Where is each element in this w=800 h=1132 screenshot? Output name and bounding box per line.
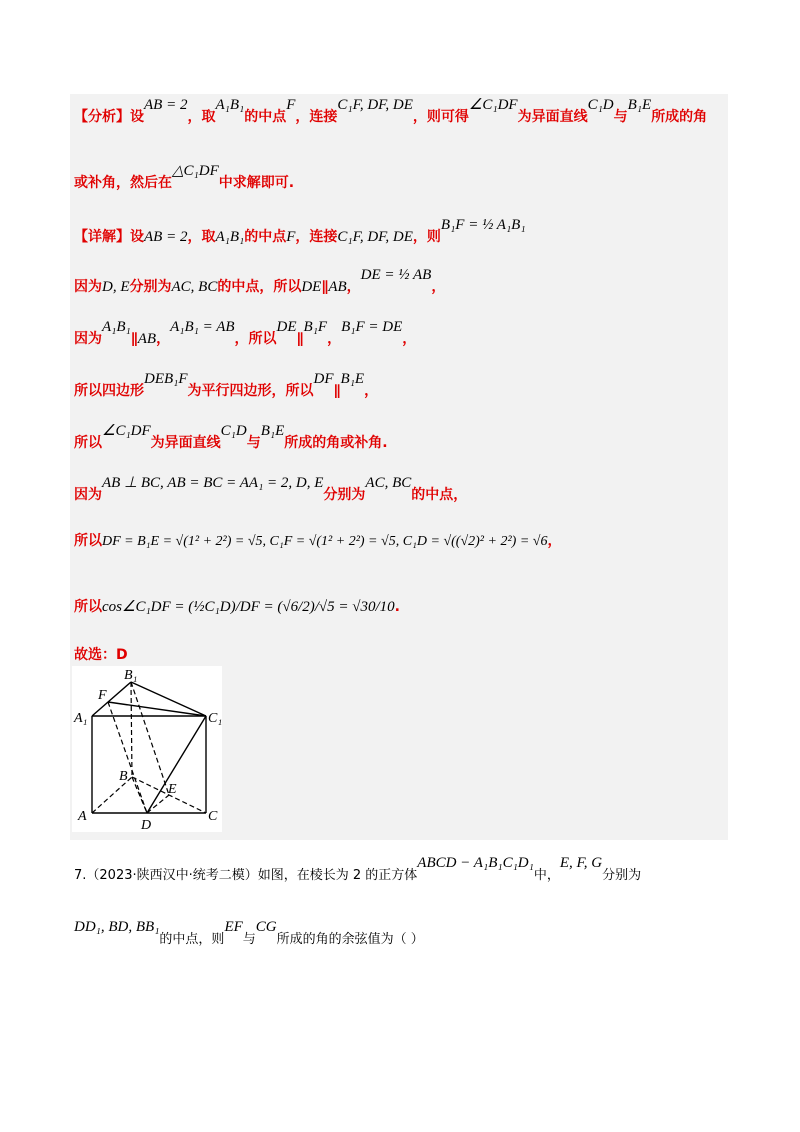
analysis-tag: 【分析】 bbox=[74, 109, 130, 125]
label-b: B bbox=[119, 769, 128, 784]
detail-line-4: 所以四边形DEB₁F为平行四边形，所以DF∥B₁E， bbox=[74, 371, 379, 399]
label-b1: B₁ bbox=[124, 668, 138, 683]
label-e: E bbox=[168, 782, 177, 797]
detail-tag: 【详解】 bbox=[74, 229, 130, 245]
detail-line-1: 【详解】设AB = 2，取A₁B₁的中点F，连接C₁F, DF, DE，则B₁F = ½ A₁B₁ bbox=[74, 217, 526, 245]
label-c: C bbox=[208, 809, 218, 824]
prism-figure bbox=[72, 666, 222, 832]
detail-line-8: 所以cos∠C₁DF = (½C₁D)/DF = (√6/2)/√5 = √30/10. bbox=[74, 599, 400, 615]
label-a: A bbox=[78, 809, 87, 824]
analysis-line-2: 或补角，然后在△C₁DF中求解即可. bbox=[74, 163, 295, 191]
hidden-segment-b1-e bbox=[131, 682, 169, 795]
hidden-edge-b-b1 bbox=[131, 682, 132, 777]
parallel-symbol: ∥ bbox=[130, 331, 138, 347]
detail-line-2: 因为D, E分别为AC, BC的中点，所以DE∥AB，DE = ½ AB， bbox=[74, 267, 446, 295]
detail-line-3: 因为A₁B₁∥AB，A₁B₁ = AB，所以DE∥B₁F，B₁F = DE， bbox=[74, 319, 417, 347]
hidden-segment-f-d bbox=[108, 702, 147, 813]
hidden-segment-b-d bbox=[132, 777, 147, 813]
label-c1: C₁ bbox=[208, 711, 222, 726]
hidden-segment-d-e bbox=[147, 795, 169, 813]
question-7-line-2: DD₁, BD, BB₁的中点，则EF与CG所成的角的余弦值为（ ） bbox=[74, 919, 424, 947]
label-f: F bbox=[98, 688, 107, 703]
parallel-symbol: ∥ bbox=[321, 279, 329, 295]
detail-line-5: 所以∠C₁DF为异面直线C₁D与B₁E所成的角或补角. bbox=[74, 423, 388, 451]
detail-line-7: 所以DF = B₁E = √(1² + 2²) = √5, C₁F = √(1² + 2²) = √5, C₁D = √((√2)² + 2²) = √6， bbox=[74, 533, 562, 549]
label-d: D bbox=[141, 818, 152, 832]
label-a1: A₁ bbox=[74, 711, 88, 726]
parallel-symbol: ∥ bbox=[333, 383, 341, 399]
prism-diagram bbox=[72, 666, 222, 832]
analysis-line-1: 【分析】设AB = 2，取A₁B₁的中点F，连接C₁F, DF, DE，则可得∠C₁DF为异面直线C₁D与B₁E所成的角 bbox=[74, 97, 708, 125]
detail-line-6: 因为AB ⊥ BC, AB = BC = AA₁ = 2, D, E分别为AC, BC的中点， bbox=[74, 475, 468, 503]
answer-text: 故选：D bbox=[74, 647, 128, 663]
question-7-line-1: 7.（2023·陕西汉中·统考二模）如图，在棱长为 2 的正方体ABCD − A₁B₁C₁D₁中，E, F, G分别为 bbox=[74, 855, 642, 883]
parallel-symbol: ∥ bbox=[296, 331, 304, 347]
